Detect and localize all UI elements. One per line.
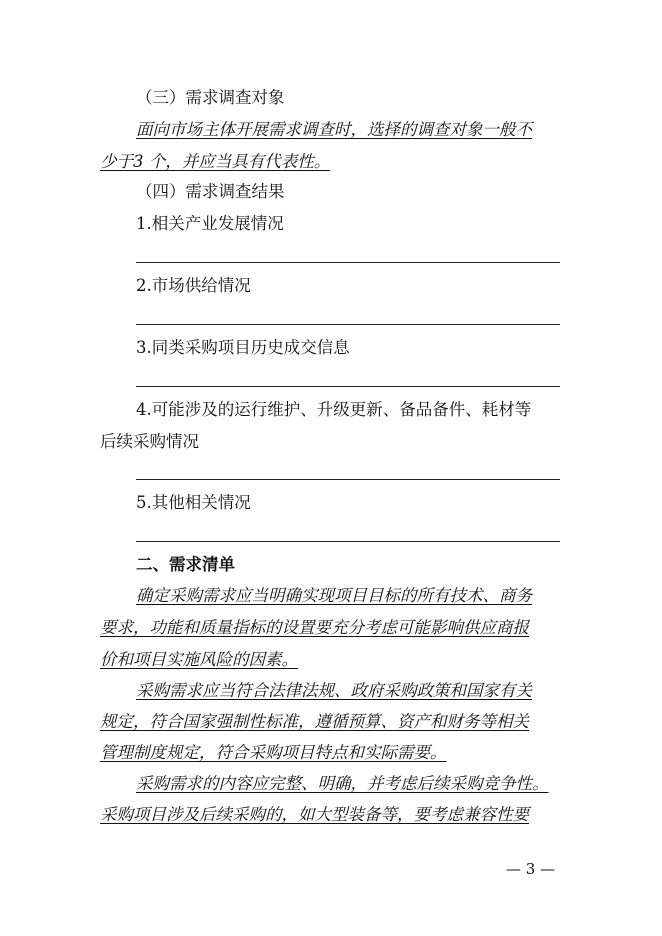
section4-heading: （四）需求调查结果 <box>136 182 285 201</box>
part2-para2-line-2: 规定，符合国家强制性标准，遵循预算、资产和财务等相关 <box>100 712 529 731</box>
part2-para3-line-1: 采购需求的内容应完整、明确，并考虑后续采购竞争性。 <box>136 774 549 793</box>
section3-heading: （三）需求调查对象 <box>136 88 285 107</box>
part2-heading: 二、需求清单 <box>136 555 235 574</box>
result-item-5: 5.其他相关情况 <box>136 493 251 512</box>
answer-line-3 <box>136 386 560 387</box>
result-item-3: 3.同类采购项目历史成交信息 <box>136 338 350 357</box>
page-number: — 3 — <box>506 860 556 878</box>
result-item-4-continued: 后续采购情况 <box>100 432 199 451</box>
part2-para3-line-2: 采购项目涉及后续采购的，如大型装备等，要考虑兼容性要 <box>100 805 529 824</box>
part2-para1-line-3: 价和项目实施风险的因素。 <box>100 650 298 669</box>
answer-line-4 <box>136 479 560 480</box>
part2-para1-line-2: 要求，功能和质量指标的设置要充分考虑可能影响供应商报 <box>100 618 529 637</box>
part2-para2-line-1: 采购需求应当符合法律法规、政府采购政策和国家有关 <box>136 681 532 700</box>
result-item-4: 4.可能涉及的运行维护、升级更新、备品备件、耗材等 <box>136 400 532 419</box>
section3-body-line-1: 面向市场主体开展需求调查时，选择的调查对象一般不 <box>136 120 532 139</box>
result-item-2: 2.市场供给情况 <box>136 276 251 295</box>
answer-line-1 <box>136 262 560 263</box>
section3-body-line-2: 少于3 个，并应当具有代表性。 <box>100 152 331 171</box>
answer-line-2 <box>136 324 560 325</box>
part2-para1-line-1: 确定采购需求应当明确实现项目目标的所有技术、商务 <box>136 586 532 605</box>
part2-para2-line-3: 管理制度规定，符合采购项目特点和实际需要。 <box>100 743 447 762</box>
result-item-1: 1.相关产业发展情况 <box>136 214 284 233</box>
answer-line-5 <box>136 541 560 542</box>
